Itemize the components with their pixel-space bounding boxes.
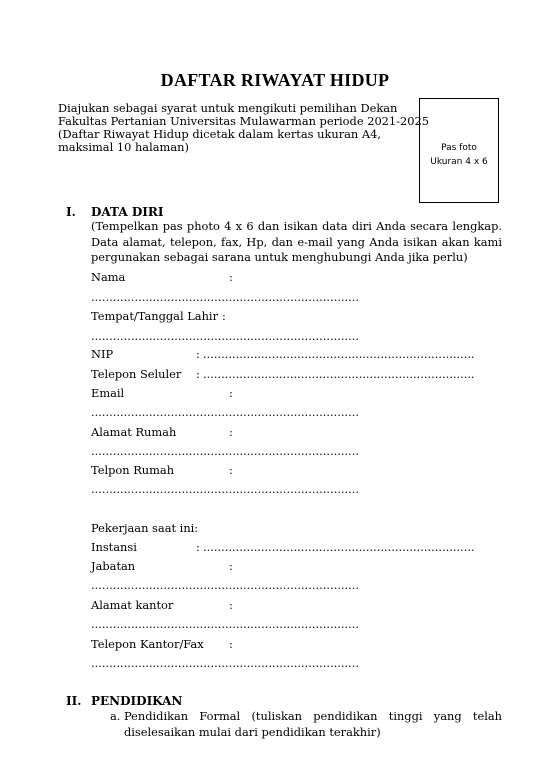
photo-label bbox=[419, 141, 499, 169]
field-input-jabatan[interactable]: .......................................................................... bbox=[91, 578, 359, 592]
field-label-nip: NIP bbox=[91, 347, 114, 361]
page-title: DAFTAR RIWAYAT HIDUP bbox=[160, 70, 390, 90]
field-input-nip[interactable]: ........................................................................... bbox=[203, 347, 475, 361]
list-marker: a. bbox=[110, 709, 121, 723]
field-colon: : bbox=[229, 386, 233, 400]
field-input-nama[interactable]: .......................................................................... bbox=[91, 290, 359, 304]
field-colon: : bbox=[229, 463, 233, 477]
field-input-email[interactable]: .......................................................................... bbox=[91, 405, 359, 419]
field-label-email: Email bbox=[91, 386, 125, 400]
field-colon: : bbox=[196, 347, 200, 361]
field-colon: : bbox=[196, 540, 200, 554]
field-input-telpon-rumah[interactable]: .......................................................................... bbox=[91, 482, 359, 496]
photo-label-line: Pas foto bbox=[441, 143, 477, 153]
section-number: I. bbox=[66, 205, 76, 219]
field-colon: : bbox=[222, 309, 226, 323]
field-label-alamat-kantor: Alamat kantor bbox=[91, 598, 174, 612]
intro-line: maksimal 10 halaman) bbox=[58, 140, 189, 154]
field-label-telepon-kantor: Telepon Kantor/Fax bbox=[91, 637, 204, 651]
field-label-nama: Nama bbox=[91, 270, 126, 284]
field-colon: : bbox=[229, 559, 233, 573]
section-title: PENDIDIKAN bbox=[91, 694, 183, 708]
section-description: (Tempelkan pas photo 4 x 6 dan isikan data diri Anda secara lengkap. Data alamat, telepon, fax, Hp, dan e-mail yang Anda isikan akan kami pergunakan sebagai sarana untuk menghubungi Anda jika perlu) bbox=[91, 219, 502, 264]
field-colon: : bbox=[229, 270, 233, 284]
subsection-label-pekerjaan: Pekerjaan saat ini: bbox=[91, 521, 199, 535]
intro-line: Diajukan sebagai syarat untuk mengikuti pemilihan Dekan bbox=[58, 101, 398, 115]
field-colon: : bbox=[196, 367, 200, 381]
intro-text bbox=[58, 102, 429, 154]
field-label-jabatan: Jabatan bbox=[91, 559, 136, 573]
field-label-ttl: Tempat/Tanggal Lahir bbox=[91, 309, 219, 323]
field-input-instansi[interactable]: ........................................................................... bbox=[203, 540, 475, 554]
field-label-instansi: Instansi bbox=[91, 540, 137, 554]
photo-label-line: Ukuran 4 x 6 bbox=[430, 157, 488, 167]
intro-line: Fakultas Pertanian Universitas Mulawarman periode 2021-2025 bbox=[58, 114, 430, 128]
section-title: DATA DIRI bbox=[91, 205, 164, 219]
field-label-telpon-rumah: Telpon Rumah bbox=[91, 463, 175, 477]
field-colon: : bbox=[229, 598, 233, 612]
field-colon: : bbox=[229, 425, 233, 439]
field-input-alamat-kantor[interactable]: .......................................................................... bbox=[91, 617, 359, 631]
field-input-telepon-kantor[interactable]: .......................................................................... bbox=[91, 656, 359, 670]
field-input-telepon-seluler[interactable]: ........................................................................... bbox=[203, 367, 475, 381]
field-colon: : bbox=[229, 637, 233, 651]
field-input-ttl[interactable]: .......................................................................... bbox=[91, 329, 359, 343]
field-input-alamat-rumah[interactable]: .......................................................................... bbox=[91, 444, 359, 458]
intro-line: (Daftar Riwayat Hidup dicetak dalam kertas ukuran A4, bbox=[58, 127, 381, 141]
field-label-telepon-seluler: Telepon Seluler bbox=[91, 367, 182, 381]
field-label-alamat-rumah: Alamat Rumah bbox=[91, 425, 177, 439]
section-number: II. bbox=[66, 694, 82, 708]
list-item-pendidikan-formal: Pendidikan Formal (tuliskan pendidikan tinggi yang telah diselesaikan mulai dari pendidikan terakhir) bbox=[124, 709, 502, 739]
